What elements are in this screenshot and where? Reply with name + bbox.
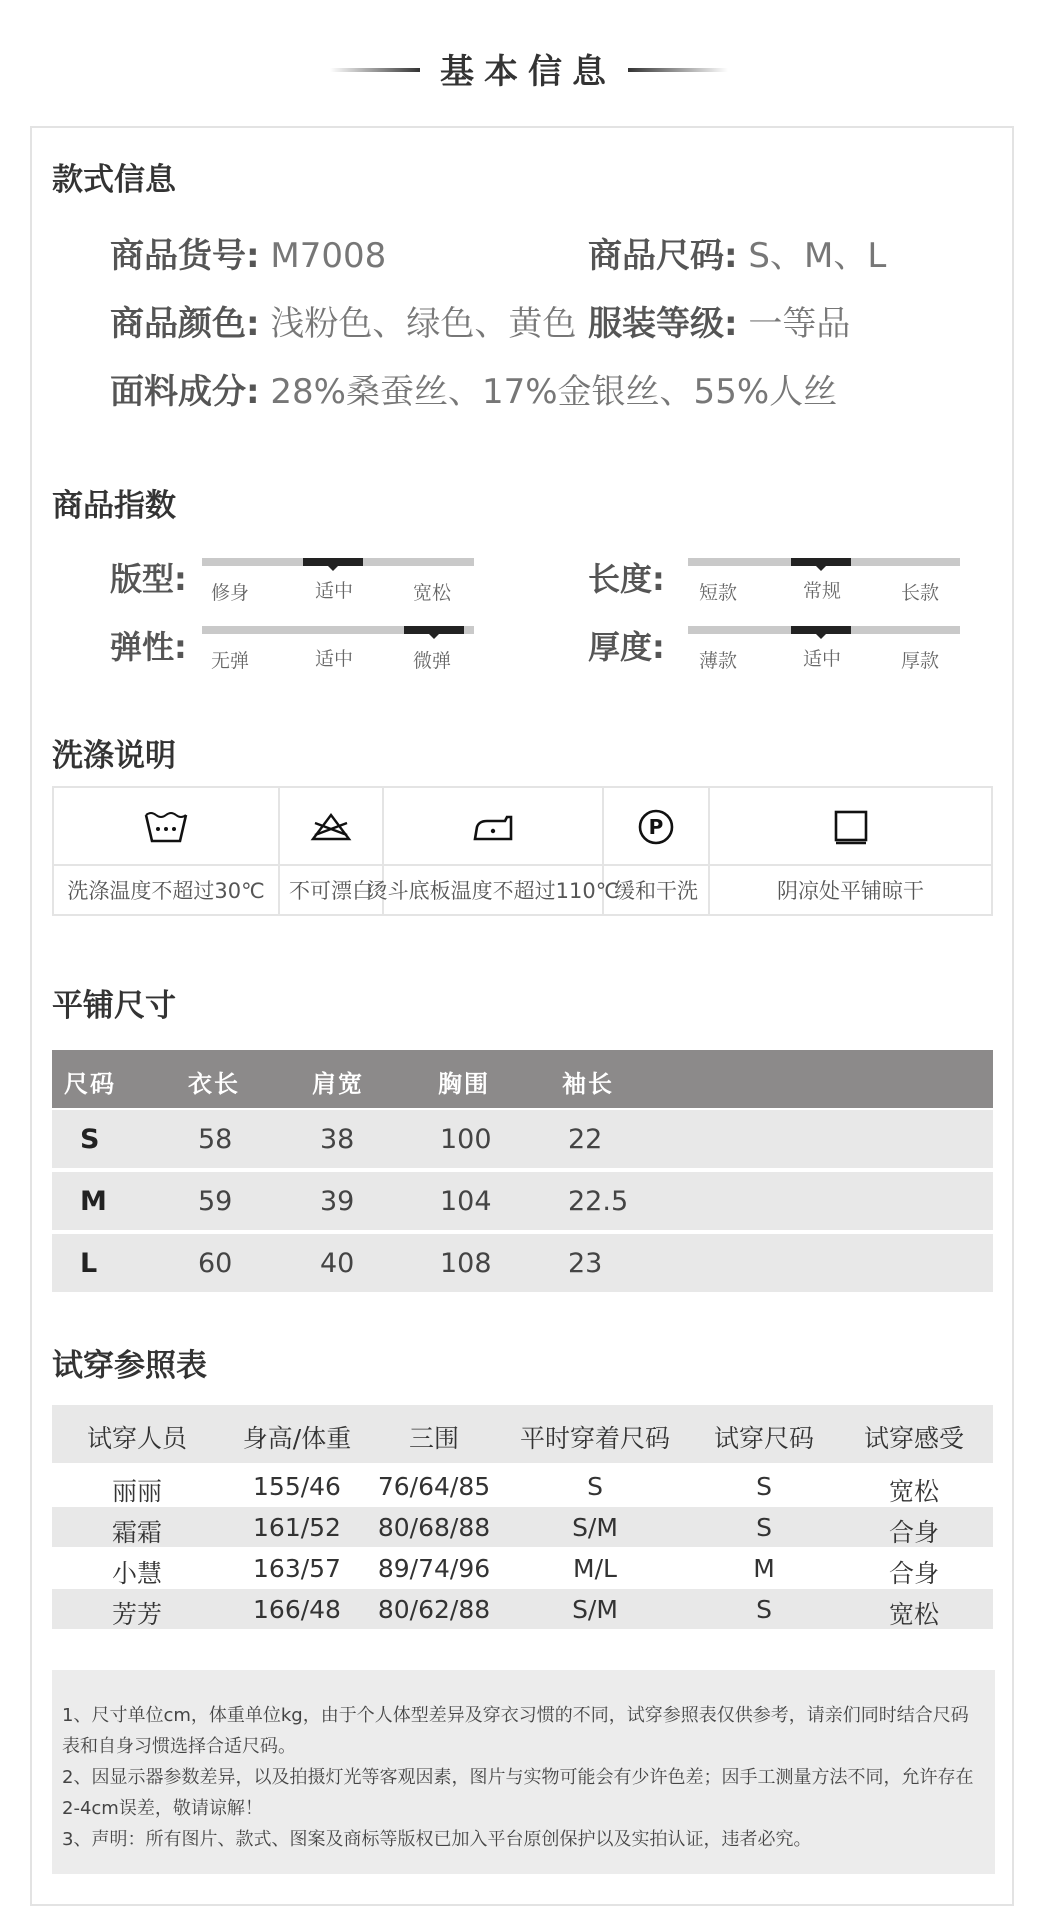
wash-cell xyxy=(54,788,280,914)
note-item: 2、因显示器参数差异，以及拍摄灯光等客观因素，图片与实物可能会有少许色差；因手工测量方法不同，允许存在2-4cm误差，敬请谅解！ xyxy=(62,1767,974,1819)
field-value: S、M、L xyxy=(748,236,887,276)
table-row xyxy=(52,1172,993,1230)
wash-30-icon xyxy=(54,802,278,852)
size-cell: 60 xyxy=(198,1248,233,1279)
try-on-cell: M/L xyxy=(573,1554,617,1583)
index-tick: 适中 xyxy=(314,648,353,670)
try-on-cell: 宽松 xyxy=(888,1477,939,1506)
size-header-cell: 衣长 xyxy=(188,1070,240,1098)
wash-cell xyxy=(604,788,710,914)
dry-clean-p-icon xyxy=(604,802,708,852)
try-on-cell: S/M xyxy=(572,1513,618,1542)
try-on-header-cell: 平时穿着尺码 xyxy=(519,1424,670,1453)
index-tick: 修身 xyxy=(210,582,249,604)
index-pointer xyxy=(429,634,439,639)
index-tick: 常规 xyxy=(802,580,841,602)
try-on-header-cell: 试穿感受 xyxy=(863,1424,964,1453)
index-marker xyxy=(404,626,464,634)
size-cell: 22.5 xyxy=(568,1186,629,1217)
table-row xyxy=(52,1234,993,1292)
index-pointer xyxy=(816,566,826,571)
size-cell: 39 xyxy=(320,1186,355,1217)
index-pointer xyxy=(328,566,338,571)
index-tick: 薄款 xyxy=(698,650,737,672)
index-tick: 厚款 xyxy=(900,650,939,672)
index-marker xyxy=(791,558,851,566)
wash-cell xyxy=(710,788,991,914)
header-right-line xyxy=(628,68,728,72)
table-row xyxy=(52,1548,993,1588)
try-on-cell: 宽松 xyxy=(888,1600,939,1629)
try-on-cell: 166/48 xyxy=(253,1595,341,1624)
try-on-cell: 163/57 xyxy=(253,1554,341,1583)
size-cell: 58 xyxy=(198,1124,233,1155)
field-value: 一等品 xyxy=(748,304,851,344)
note-item: 3、声明：所有图片、款式、图案及商标等版权已加入平台原创保护以及实拍认证，违者必究。 xyxy=(62,1829,812,1850)
wash-caption: 烫斗底板温度不超过110℃ xyxy=(384,864,602,914)
try-on-cell: 80/68/88 xyxy=(377,1513,491,1542)
size-header-cell: 袖长 xyxy=(562,1070,614,1098)
wash-caption: 缓和干洗 xyxy=(604,864,708,914)
field-key: 商品货号: xyxy=(110,236,260,276)
dry-flat-shade-icon xyxy=(710,802,991,852)
section-title-wash: 洗涤说明 xyxy=(52,738,176,774)
size-cell: 38 xyxy=(320,1124,355,1155)
index-label-fit: 版型: xyxy=(110,560,187,598)
index-tick: 适中 xyxy=(802,648,841,670)
section-title-index: 商品指数 xyxy=(52,488,176,524)
table-row xyxy=(52,1110,993,1168)
field-size xyxy=(588,228,886,277)
index-tick: 长款 xyxy=(900,582,939,604)
section-title-try-on: 试穿参照表 xyxy=(52,1348,207,1384)
field-value: 28%桑蚕丝、17%金银丝、55%人丝 xyxy=(270,372,838,412)
try-on-cell: 霜霜 xyxy=(111,1518,162,1547)
wash-caption: 阴凉处平铺晾干 xyxy=(710,864,991,914)
try-on-header-cell: 试穿人员 xyxy=(86,1424,187,1453)
index-track-length xyxy=(688,558,960,566)
wash-table xyxy=(52,786,993,916)
field-color xyxy=(110,296,576,345)
index-tick: 适中 xyxy=(314,580,353,602)
wash-caption: 不可漂白 xyxy=(280,864,382,914)
wash-cell xyxy=(366,788,620,914)
field-key: 服装等级: xyxy=(588,304,738,344)
wash-caption: 洗涤温度不超过30℃ xyxy=(54,864,278,914)
try-on-cell: S xyxy=(587,1472,603,1501)
try-on-cell: 80/62/88 xyxy=(377,1595,491,1624)
index-label-length: 长度: xyxy=(588,560,665,598)
section-title-style-info: 款式信息 xyxy=(52,162,176,198)
field-key: 面料成分: xyxy=(110,372,260,412)
try-on-table-header xyxy=(52,1405,993,1463)
field-grade xyxy=(588,296,850,345)
index-tick: 微弹 xyxy=(412,650,451,672)
iron-icon xyxy=(384,802,602,852)
section-title-size: 平铺尺寸 xyxy=(52,988,176,1024)
try-on-cell: 丽丽 xyxy=(111,1477,162,1506)
field-value: M7008 xyxy=(270,236,387,276)
index-label-elasticity: 弹性: xyxy=(110,628,187,666)
try-on-header-cell: 身高/体重 xyxy=(242,1424,352,1453)
index-tick: 宽松 xyxy=(412,582,451,604)
try-on-header-cell: 试穿尺码 xyxy=(713,1424,814,1453)
index-track-fit xyxy=(202,558,474,566)
index-pointer xyxy=(816,634,826,639)
field-item-no xyxy=(110,228,386,277)
field-fabric xyxy=(110,364,837,413)
size-cell: 100 xyxy=(440,1124,492,1155)
try-on-cell: S/M xyxy=(572,1595,618,1624)
index-marker xyxy=(791,626,851,634)
size-cell: 22 xyxy=(568,1124,603,1155)
size-cell: L xyxy=(80,1248,98,1279)
size-cell: M xyxy=(80,1186,107,1217)
index-label-thickness: 厚度: xyxy=(588,628,665,666)
index-tick: 短款 xyxy=(698,582,737,604)
size-cell: 40 xyxy=(320,1248,355,1279)
size-header-cell: 尺码 xyxy=(64,1070,116,1098)
field-value: 浅粉色、绿色、黄色 xyxy=(270,304,577,344)
try-on-cell: 合身 xyxy=(888,1518,939,1547)
index-track-elasticity xyxy=(202,626,474,634)
size-cell: 59 xyxy=(198,1186,233,1217)
note-item: 1、尺寸单位cm，体重单位kg，由于个人体型差异及穿衣习惯的不同，试穿参照表仅供参考，请亲们同时结合尺码表和自身习惯选择合适尺码。 xyxy=(62,1705,969,1757)
try-on-cell: S xyxy=(756,1513,772,1542)
size-header-cell: 肩宽 xyxy=(312,1070,364,1098)
no-bleach-icon xyxy=(280,802,382,852)
try-on-cell: 161/52 xyxy=(253,1513,341,1542)
index-track-thickness xyxy=(688,626,960,634)
table-row xyxy=(52,1466,993,1506)
try-on-header-cell: 三围 xyxy=(408,1424,459,1453)
try-on-cell: 小慧 xyxy=(111,1559,162,1588)
try-on-cell: 89/74/96 xyxy=(377,1554,491,1583)
table-row xyxy=(52,1507,993,1547)
field-key: 商品尺码: xyxy=(588,236,738,276)
table-row xyxy=(52,1589,993,1629)
index-marker xyxy=(303,558,363,566)
index-tick: 无弹 xyxy=(210,650,249,672)
field-key: 商品颜色: xyxy=(110,304,260,344)
size-cell: 104 xyxy=(440,1186,492,1217)
try-on-cell: S xyxy=(756,1472,772,1501)
header-left-line xyxy=(330,68,420,72)
try-on-cell: 芳芳 xyxy=(111,1600,162,1629)
try-on-cell: 76/64/85 xyxy=(377,1472,491,1501)
try-on-cell: 合身 xyxy=(888,1559,939,1588)
page-title: 基本信息 xyxy=(440,52,616,92)
try-on-cell: M xyxy=(753,1554,775,1583)
notes-box xyxy=(52,1670,995,1874)
size-cell: S xyxy=(80,1124,100,1155)
size-table-header xyxy=(52,1050,993,1108)
svg-text:P: P xyxy=(648,815,664,839)
try-on-cell: 155/46 xyxy=(253,1472,341,1501)
size-cell: 23 xyxy=(568,1248,603,1279)
size-cell: 108 xyxy=(440,1248,492,1279)
try-on-cell: S xyxy=(756,1595,772,1624)
size-header-cell: 胸围 xyxy=(438,1070,490,1098)
